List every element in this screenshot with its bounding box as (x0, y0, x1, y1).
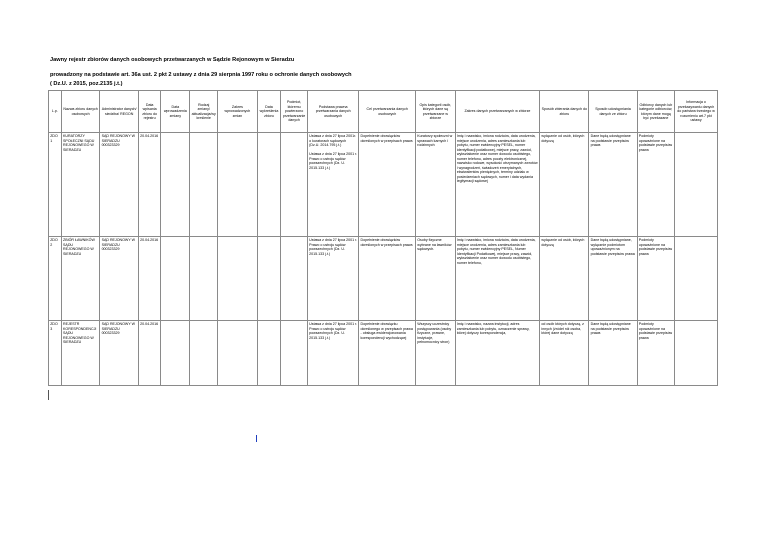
cell-deletion-date (257, 133, 281, 237)
page-title: Jawny rejestr zbiorów danych osobowych przetwarzanych w Sądzie Rejonowym w Sieradzu (50, 57, 295, 63)
cell-change-date (161, 133, 190, 237)
header-categories: Opis kategorii osób, których dane są przetwarzane w zbiorze (416, 91, 456, 133)
header-admin: Administrator danych/ siedziba/ REGON (100, 91, 139, 133)
cell-recipients: Podmioty upoważnione na podstawie przepisów prawa (637, 237, 674, 321)
header-recipients: Odbiorcy danych lub kategorie odbiorców, którym dane mogą być przekazane (637, 91, 674, 133)
cell-third-country (675, 133, 718, 237)
header-sharing: Sposób udostępniania danych ze zbioru (589, 91, 637, 133)
cell-processor (281, 237, 308, 321)
cell-legal-basis: Ustawa z dnia 27 lipca 2001 r. Prawo o ustroju sądów powszechnych (Dz. U. 2015.133 j.t.) (307, 237, 358, 321)
cell-admin: SĄD REJONOWY W SIERADZU 000323329 (100, 237, 139, 321)
header-entry-date: Data wpisania zbioru do rejestru (138, 91, 160, 133)
header-change-date: Data wprowadzenia zmiany (161, 91, 190, 133)
header-change-scope: Zakres wprowadzonych zmian (218, 91, 258, 133)
table-row (49, 133, 718, 237)
cell-recipients: Podmioty upoważnione na podstawie przepisów prawa (637, 321, 674, 386)
header-processor: Podmiot, któremu powierzono przetwarzanie danych (281, 91, 308, 133)
cell-admin: SĄD REJONOWY W SIERADZU 000323329 (100, 133, 139, 237)
table-row (49, 321, 718, 386)
cell-purpose: Dopełnienie obowiązków określonych w przepisach prawa (359, 133, 416, 237)
subtitle-line-2: ( Dz.U. z 2015, poz.2135 j.t.) (50, 80, 123, 87)
table-header-row (49, 91, 718, 133)
cell-deletion-date (257, 237, 281, 321)
cell-change-scope (218, 133, 258, 237)
cell-entry-date: 20.04.2016 (138, 237, 160, 321)
cell-legal-basis: Ustawa z dnia 27 lipca 2001 r. Prawo o ustroju sądów powszechnych (Dz. U. 2015.133 j.t.) (307, 321, 358, 386)
cell-data-scope: Imię i nazwisko, imiona rodziców, data urodzenia, miejsce urodzenia, adres zamieszkania lub pobytu, numer ewidencyjny PESEL, Numer Identyfikacji Podatkowej, miejsce pracy, zawód, wykształcenie oraz numer dowodu osobistego, numer telefonu, (455, 237, 540, 321)
page-edge-line (48, 390, 49, 400)
cell-name: REJESTR KORESPONDENCJI SĄDU REJONOWEGO W SIERADZU (61, 321, 100, 386)
header-change-type: Rodzaj zmiany/ aktualizacja/wykreślenie (190, 91, 218, 133)
cell-collection: wyłącznie od osób, których dotyczą (540, 237, 589, 321)
header-purpose: Cel przetwarzania danych osobowych (359, 91, 416, 133)
cell-collection: od osób których dotyczą, z innych (źródeł niż osoba, której dane dotyczą (540, 321, 589, 386)
cell-entry-date: 20.04.2016 (138, 133, 160, 237)
subtitle-line-1: prowadzony na podstawie art. 36a ust. 2 pkt 2 ustawy z dnia 29 sierpnia 1997 roku o ochronie danych osobowych (50, 72, 352, 78)
cell-lp: ZDO 1 (49, 133, 62, 237)
cell-purpose: Dopełnienie obowiązku określonego w przepisach prawa - obsługa ewidencjonowania korespondencji wychodzącej (359, 321, 416, 386)
cell-sharing: Dane będą udostępniane na podstawie przepisów prawa (589, 321, 637, 386)
cell-entry-date: 20.04.2016 (138, 321, 160, 386)
cell-data-scope: Imię i nazwisko, nazwa instytucji, adres zamieszkania lub pobytu, oznaczenie sprawy, której dotyczy korespondencja, (455, 321, 540, 386)
table-row (49, 237, 718, 321)
header-legal-basis: Podstawa prawna przetwarzania danych osobowych (307, 91, 358, 133)
cell-categories: Wszyscy uczestnicy postępowania (osoby fizyczne, prawne, instytucje, pełnomocnicy stron) (416, 321, 456, 386)
header-data-scope: Zakres danych przetwarzanych w zbiorze (455, 91, 540, 133)
cell-name: KURATORZY SPOŁECZNI SĄDU REJONOWEGO W SIERADZU (61, 133, 100, 237)
cell-data-scope: Imię i nazwisko, imiona rodziców, data urodzenia, miejsce urodzenia, adres zamieszkania lub pobytu, numer ewidencyjny PESEL, numer identyfikacji podatkowej, miejsce pracy, zawód, wykształcenie oraz numer dowodu osobistego, numer telefonu, adres poczty elektronicznej, nazwisko rodowe, wysokość otrzymanych zwrotów i wynagrodzeń, świadczeń emerytalnych, ekwiwalentów pieniężnych, terminy udziału w posiedzeniach sądowych, numer i data wydania legitymacji sądowej (455, 133, 540, 237)
cell-deletion-date (257, 321, 281, 386)
cell-third-country (675, 321, 718, 386)
cell-collection: wyłącznie od osób, których dotyczą (540, 133, 589, 237)
cell-third-country (675, 237, 718, 321)
cell-categories: Osoby fizyczne wybrane na ławników sądowych. (416, 237, 456, 321)
header-deletion-date: Data wykreślenia zbioru (257, 91, 281, 133)
text-cursor (256, 435, 257, 442)
cell-change-date (161, 237, 190, 321)
cell-change-type (190, 133, 218, 237)
page-subtitle (50, 71, 352, 88)
cell-change-scope (218, 237, 258, 321)
cell-legal-basis: Ustawa z dnia 27 lipca 2001r. o kuratorach sądowych (Dz.U. 2014.795 j.t.) Ustawa z dnia 27 lipca 2001 r. Prawo o ustroju sądów powszechnych (Dz. U. 2015.133 j.t.) (307, 133, 358, 237)
header-name: Nazwa zbioru danych osobowych (61, 91, 100, 133)
cell-change-type (190, 321, 218, 386)
cell-change-type (190, 237, 218, 321)
cell-recipients: Podmioty upoważnione na podstawie przepisów prawa (637, 133, 674, 237)
cell-name: ZBIÓR ŁAWNIKÓW SĄDU REJONOWEGO W SIERADZU (61, 237, 100, 321)
cell-lp: ZDO 3 (49, 321, 62, 386)
cell-change-date (161, 321, 190, 386)
cell-sharing: Dane będą udostępniane, wyłącznie podmiotom upoważnionym na podstawie przepisów prawa (589, 237, 637, 321)
register-table (48, 90, 718, 386)
cell-lp: ZDO 2 (49, 237, 62, 321)
cell-processor (281, 321, 308, 386)
cell-processor (281, 133, 308, 237)
header-collection: Sposób zbierania danych do zbioru (540, 91, 589, 133)
cell-admin: SĄD REJONOWY W SIERADZU 000323329 (100, 321, 139, 386)
header-lp: L.p. (49, 91, 62, 133)
cell-sharing: Dane będą udostępniane na podstawie przepisów prawa (589, 133, 637, 237)
cell-change-scope (218, 321, 258, 386)
cell-purpose: Dopełnienie obowiązków określonych w przepisach prawa (359, 237, 416, 321)
header-third-country: Informacja o przekazywaniu danych do państwa trzeciego w rozumieniu art.7 pkt ustawy (675, 91, 718, 133)
cell-categories: Kuratorzy społeczni w sprawach karnych i rodzinnych (416, 133, 456, 237)
